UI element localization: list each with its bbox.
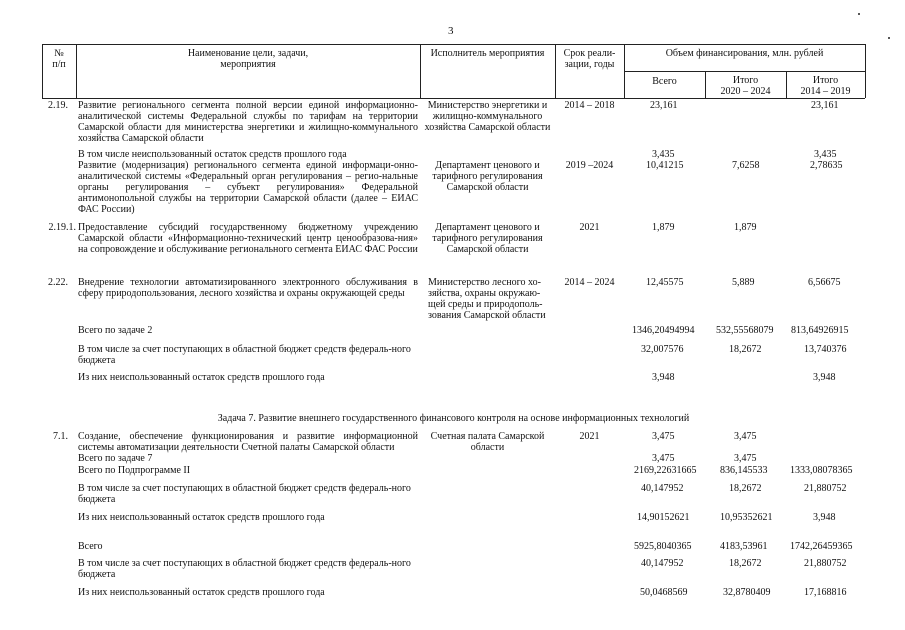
row-sub2: 23,161 [811,100,839,111]
row-total: 40,147952 [641,483,684,494]
row-total: 40,147952 [641,558,684,569]
header-sub1: Итого 2020 – 2024 [720,75,771,97]
row-name: Всего по задаче 2 [78,325,153,336]
row-total: 3,435 [652,149,675,160]
row-sub2: 2,78635 [810,160,843,171]
row-name: В том числе за счет поступающих в областной бюджет средств федераль-ного бюджета [78,558,411,580]
row-name: Предоставление субсидий государственному бюджетному учреждению Самарской области «Информационно-технический центр ценообразова-ния» на сопровождение и обслуживание регионального сегмента ЕИАС ФАС России [78,222,418,255]
row-sub2: 17,168816 [804,587,847,598]
row-sub2: 1742,26459365 [790,541,853,552]
row-sub1: 7,6258 [732,160,760,171]
row-total: 1346,20494994 [632,325,695,336]
row-total: 3,948 [652,372,675,383]
row-sub2: 21,880752 [804,483,847,494]
row-executor: Министерство энергетики и жилищно-коммунального хозяйства Самарской области [424,100,551,133]
row-executor: Департамент ценового и тарифного регулирования Самарской области [432,222,543,255]
row-name: Из них неиспользованный остаток средств прошлого года [78,372,325,383]
row-num: 2.19. [48,100,68,111]
row-sub1: 1,879 [734,222,757,233]
row-sub1: 5,889 [732,277,755,288]
row-term: 2014 – 2024 [564,277,615,288]
row-executor: Департамент ценового и тарифного регулирования Самарской области [432,160,543,193]
row-sub1: 4183,53961 [720,541,768,552]
row-sub1: 3,475 [734,431,757,442]
row-name: Из них неиспользованный остаток средств прошлого года [78,512,325,523]
row-sub1: 836,145533 [720,465,768,476]
row-name: Из них неиспользованный остаток средств прошлого года [78,587,325,598]
row-sub2: 3,948 [813,372,836,383]
row-name: Развитие (модернизация) регионального сегмента единой информаци-онно-аналитической системы «Федеральный орган регулирования – регио-нальные органы регулирования – субъект регулирования» Федеральной антимонопольной службы на территории Самарской области (далее – ЕИАС ФАС России) [78,160,418,215]
row-name: Всего по задаче 7 [78,453,153,464]
row-sub1: 532,55568079 [716,325,774,336]
row-name: Развитие регионального сегмента полной версии единой информационно-аналитической системы Федеральной службы по тарифам на территории Самарской области для министерства энергетики и жилищно-коммунального хозяйства Самарской области [78,100,418,144]
row-term: 2021 [579,431,600,442]
row-name: В том числе неиспользованный остаток средств прошлого года [78,149,347,160]
row-name: Всего по Подпрограмме II [78,465,191,476]
row-sub2: 6,56675 [808,277,841,288]
row-total: 2169,22631665 [634,465,697,476]
row-sub2: 1333,08078365 [790,465,853,476]
row-sub1: 18,2672 [729,558,762,569]
row-total: 10,41215 [646,160,684,171]
header-sub2: Итого 2014 – 2019 [800,75,851,97]
row-name: В том числе за счет поступающих в областной бюджет средств федераль-ного бюджета [78,483,411,505]
row-total: 12,45575 [646,277,684,288]
row-name: Создание, обеспечение функционирования и развитие информационной системы автоматизации деятельности Счетной палаты Самарской области [78,431,418,453]
row-name: Внедрение технологии автоматизированного электронного обслуживания в сферу природопользования, лесного хозяйства и охраны окружающей среды [78,277,418,299]
row-total: 14,90152621 [637,512,690,523]
scan-speck [888,37,890,39]
row-sub1: 10,95352621 [720,512,773,523]
row-sub2: 21,880752 [804,558,847,569]
row-total: 3,475 [652,431,675,442]
header-num: № п/п [52,48,66,70]
row-sub2: 813,64926915 [791,325,849,336]
row-name: Всего [78,541,103,552]
row-sub2: 13,740376 [804,344,847,355]
page-number: 3 [448,25,454,37]
header-funding: Объем финансирования, млн. рублей [665,48,824,59]
row-sub1: 18,2672 [729,483,762,494]
row-num: 2.22. [48,277,68,288]
row-sub2: 3,948 [813,512,836,523]
row-total: 50,0468569 [640,587,688,598]
row-total: 1,879 [652,222,675,233]
row-num: 7.1. [53,431,68,442]
scan-speck [858,13,860,15]
row-term: 2019 –2024 [565,160,614,171]
header-name: Наименование цели, задачи, мероприятия [187,48,309,70]
row-term: 2014 – 2018 [564,100,615,111]
row-executor: Счетная палата Самарской области [430,431,545,453]
row-sub1: 32,8780409 [723,587,771,598]
row-sub1: 18,2672 [729,344,762,355]
row-term: 2021 [579,222,600,233]
row-total: 3,475 [652,453,675,464]
task7-title: Задача 7. Развитие внешнего государственного финансового контроля на основе информационных технологий [217,413,690,424]
header-total: Всего [652,76,677,87]
header-term: Срок реали- зации, годы [563,48,616,70]
row-sub1: 3,475 [734,453,757,464]
row-sub2: 3,435 [814,149,837,160]
header-executor: Исполнитель мероприятия [430,48,545,59]
row-num: 2.19.1. [48,222,76,233]
row-name: В том числе за счет поступающих в областной бюджет средств федераль-ного бюджета [78,344,411,366]
row-total: 5925,8040365 [634,541,692,552]
row-executor: Министерство лесного хо-зяйства, охраны окружаю-щей среды и природополь-зования Самарской области [428,277,546,321]
row-total: 23,161 [650,100,678,111]
row-total: 32,007576 [641,344,684,355]
